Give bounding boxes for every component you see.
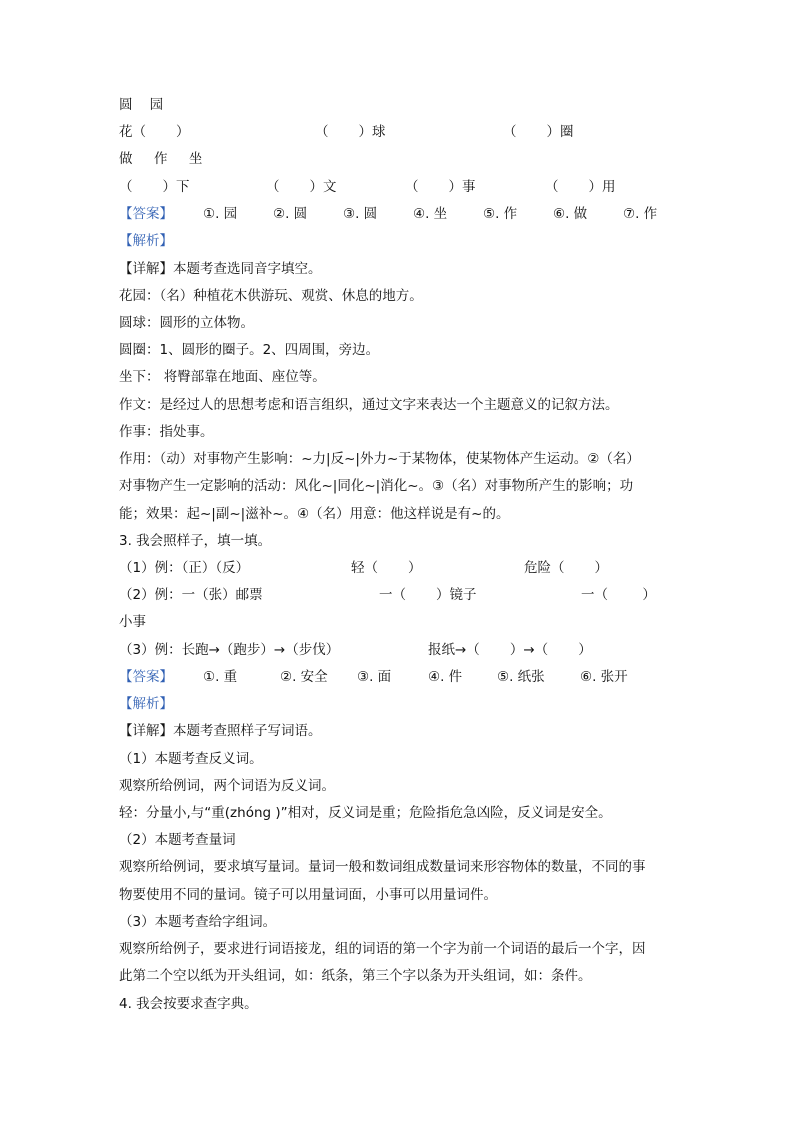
analysis-label: 【解析】 xyxy=(119,696,173,712)
analysis-line: 【详解】本题考查选同音字填空。 xyxy=(119,261,322,277)
answer-label: 【答案】 xyxy=(119,206,173,222)
blank-item: 危险（ ） xyxy=(524,560,609,576)
question-title: 3. 我会照样子，填一填。 xyxy=(119,533,272,549)
question-part: （1）例：（正）（反） xyxy=(119,560,250,576)
blank-item: （ ）事 xyxy=(405,179,476,195)
char-options-2: 做 作 坐 xyxy=(119,151,203,167)
analysis-line: 圆圈：1、圆形的圈子。2、四周围，旁边。 xyxy=(119,342,380,358)
analysis-line: （1）本题考查反义词。 xyxy=(119,751,263,767)
answer-item: ①. 重 xyxy=(203,669,238,685)
analysis-line: 花园：（名）种植花木供游玩、观赏、休息的地方。 xyxy=(119,288,423,304)
answer-label: 【答案】 xyxy=(119,669,173,685)
analysis-line: 作文：是经过人的思想考虑和语言组织，通过文字来表达一个主题意义的记叙方法。 xyxy=(119,397,619,413)
answer-item: ⑦. 作 xyxy=(623,206,658,222)
blank-item: 花（ ） xyxy=(119,124,190,140)
blank-item: （ ）圈 xyxy=(503,124,574,140)
analysis-line: 能；效果：起~|副~|滋补~。④（名）用意：他这样说是有~的。 xyxy=(119,506,510,522)
question-part: （3）例：长跑→（跑步）→（步伐） xyxy=(119,642,340,658)
answer-item: ②. 圆 xyxy=(273,206,308,222)
answer-item: ⑤. 作 xyxy=(483,206,518,222)
blank-item: （ ）用 xyxy=(545,179,616,195)
answer-item: ⑥. 张开 xyxy=(580,669,628,685)
analysis-label: 【解析】 xyxy=(119,233,173,249)
blank-item: 一（ ） xyxy=(581,587,656,603)
analysis-line: 【详解】本题考查照样子写词语。 xyxy=(119,723,322,739)
analysis-line: 对事物产生一定影响的活动：风化~|同化~|消化~。③（名）对事物所产生的影响；功 xyxy=(119,478,634,494)
blank-item: 一（ ）镜子 xyxy=(379,587,477,603)
answer-item: ①. 园 xyxy=(203,206,238,222)
analysis-line: 物要使用不同的量词。镜子可以用量词面，小事可以用量词件。 xyxy=(119,887,497,903)
analysis-line: 作事：指处事。 xyxy=(119,424,214,440)
analysis-line: （2）本题考查量词 xyxy=(119,832,236,848)
analysis-line: 观察所给例词，要求填写量词。量词一般和数词组成数量词来形容物体的数量，不同的事 xyxy=(119,859,646,875)
answer-item: ③. 面 xyxy=(357,669,392,685)
blank-item: （ ）文 xyxy=(266,179,337,195)
analysis-line: 作用：（动）对事物产生影响：~力|反~|外力~于某物体，使某物体产生运动。②（名） xyxy=(119,451,640,467)
analysis-line: 坐下： 将臀部靠在地面、座位等。 xyxy=(119,369,326,385)
blank-item: （ ）下 xyxy=(119,179,190,195)
analysis-line: 观察所给例词，两个词语为反义词。 xyxy=(119,778,335,794)
analysis-line: 观察所给例子，要求进行词语接龙，组的词语的第一个字为前一个词语的最后一个字，因 xyxy=(119,941,646,957)
char-options-1: 圆 园 xyxy=(119,97,164,113)
analysis-line: 圆球：圆形的立体物。 xyxy=(119,315,254,331)
answer-item: ④. 件 xyxy=(428,669,463,685)
analysis-line: 此第二个空以纸为开头组词，如：纸条，第三个字以条为开头组词，如：条件。 xyxy=(119,968,592,984)
question-part: （2）例：一（张）邮票 xyxy=(119,587,263,603)
answer-item: ③. 圆 xyxy=(343,206,378,222)
blank-item: 轻（ ） xyxy=(351,560,422,576)
question-title: 4. 我会按要求查字典。 xyxy=(119,996,258,1012)
blank-item: 报纸→（ ）→（ ） xyxy=(428,642,592,658)
blank-item: （ ）球 xyxy=(315,124,386,140)
answer-item: ⑤. 纸张 xyxy=(497,669,545,685)
answer-item: ④. 坐 xyxy=(413,206,448,222)
question-part: 小事 xyxy=(119,614,146,630)
analysis-line: 轻：分量小,与“重(zhóng )”相对，反义词是重；危险指危急凶险，反义词是安全。 xyxy=(119,805,612,821)
answer-item: ②. 安全 xyxy=(280,669,328,685)
answer-item: ⑥. 做 xyxy=(553,206,588,222)
analysis-line: （3）本题考查给字组词。 xyxy=(119,914,277,930)
